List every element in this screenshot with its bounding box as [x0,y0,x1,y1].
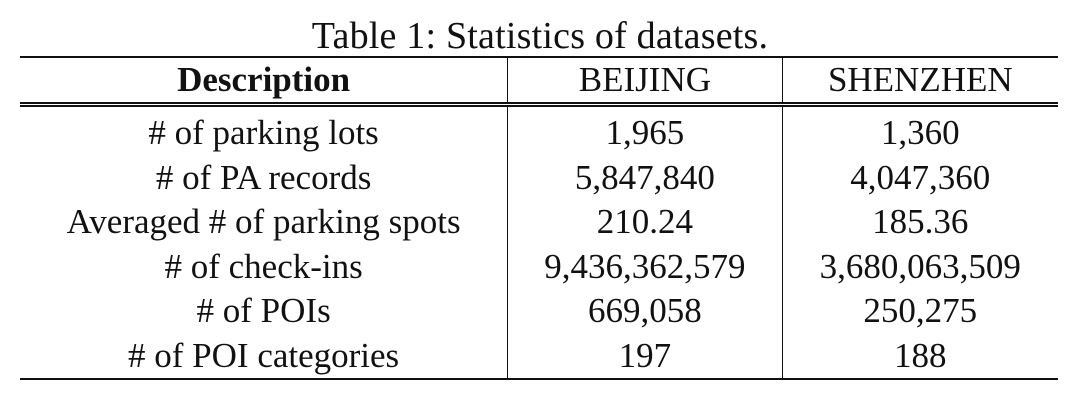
header-shenzhen: SHENZHEN [782,57,1058,105]
beijing-value: 9,436,362,579 [508,245,782,290]
row-description: # of POI categories [20,334,508,380]
shenzhen-value: 1,360 [880,113,960,153]
table-row [20,334,1058,380]
shenzhen-value: 185.36 [872,202,969,242]
shenzhen-value: 250,275 [863,291,978,331]
beijing-value: 210.24 [508,200,782,245]
shenzhen-value: 3,680,063,509 [819,246,1021,286]
row-description: # of parking lots [20,105,508,156]
shenzhen-value: 4,047,360 [850,157,991,197]
table-row [20,289,1058,334]
table-row [20,156,1058,201]
table-caption: Table 1: Statistics of datasets. [311,15,769,57]
row-description: # of check-ins [20,245,508,290]
beijing-value: 197 [508,334,782,380]
statistics-table [20,56,1058,380]
table-row [20,200,1058,245]
beijing-value: 1,965 [508,105,782,156]
beijing-value: 5,847,840 [508,156,782,201]
table-row [20,245,1058,290]
row-description: # of PA records [20,156,508,201]
header-description: Description [20,57,508,105]
row-description: # of POIs [20,289,508,334]
row-description: Averaged # of parking spots [20,200,508,245]
shenzhen-value: 188 [782,334,1058,380]
table-row [20,105,1058,156]
header-beijing: BEIJING [508,57,782,105]
table-header-row [20,57,1058,105]
beijing-value: 669,058 [508,289,782,334]
